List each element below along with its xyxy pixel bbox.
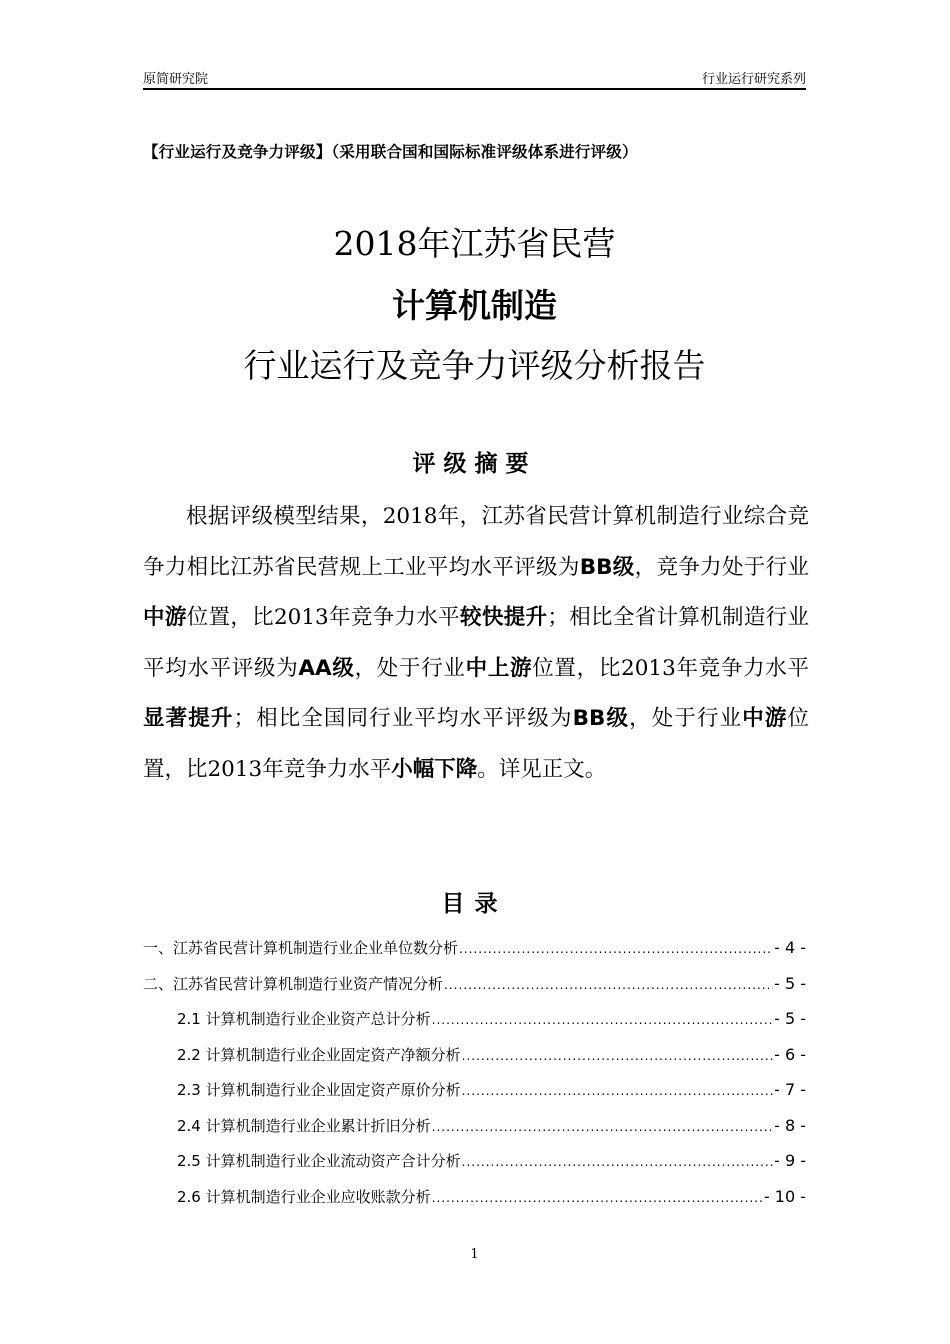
toc-entry-page: - 4 - [774,938,806,957]
table-of-contents [143,937,806,1221]
abstract-text: 。详见正文。 [477,756,607,782]
toc-entry-page: - 5 - [774,1009,806,1028]
title-line-2: 计算机制造 [392,286,557,325]
toc-entry-page: - 6 - [774,1044,806,1064]
abstract-text: 位置，比2013年竞争力水平 [532,655,809,681]
toc-entry[interactable] [143,1186,806,1222]
toc-leader-dots [462,1155,773,1169]
toc-entry-page: - 8 - [774,1115,806,1135]
abstract-text: ，处于行业 [629,706,743,731]
abstract-emphasis: 中游 [143,605,187,630]
abstract-body [143,492,809,795]
header-series-name: 行业运行研究系列 [701,72,806,87]
abstract-emphasis: 中游 [742,706,788,731]
toc-entry[interactable] [143,1150,806,1186]
abstract-emphasis: 较快提升 [460,605,548,630]
abstract-text: 位置，比2013年竞争力水平 [143,706,809,782]
abstract-emphasis: 显著提升 [143,706,234,731]
abstract-text: ；相比全省计算机制造行业平均水平评级为 [143,605,809,681]
toc-entry-label: 2.3 计算机制造行业企业固定资产原价分析 [177,1081,461,1099]
toc-leader-dots [444,978,773,992]
title-line-1: 2018年江苏省民营 [333,224,616,263]
abstract-emphasis: 小幅下降 [391,756,478,782]
page-header [143,66,806,90]
abstract-heading: 评级摘要 [412,451,537,477]
abstract-emphasis: BB级 [579,554,635,580]
abstract-text: ；相比全国同行业平均水平评级为 [233,706,573,731]
title-line-3: 行业运行及竞争力评级分析报告 [243,346,706,385]
abstract-text: 根据评级模型结果，2018年，江苏省民营计算机制造行业综合竞争力相比江苏省民营规上工业平均水平评级为 [143,504,809,580]
abstract-emphasis: AA级 [298,655,355,681]
toc-leader-dots [432,1013,773,1027]
abstract-paragraph [143,492,809,795]
toc-entry-label: 2.4 计算机制造行业企业累计折旧分析 [177,1116,431,1135]
toc-entry-label: 2.5 计算机制造行业企业流动资产合计分析 [177,1152,461,1170]
toc-leader-dots [462,1049,773,1063]
toc-entry-label: 2.2 计算机制造行业企业固定资产净额分析 [177,1045,461,1064]
toc-heading: 目录 [441,891,508,917]
abstract-emphasis: BB级 [572,706,630,731]
toc-entry-page: - 9 - [774,1151,806,1170]
toc-leader-dots [462,1084,773,1098]
toc-leader-dots [459,942,773,956]
report-tagline: 【行业运行及竞争力评级】（采用联合国和国际标准评级体系进行评级） [143,142,638,161]
abstract-text: ，处于行业 [354,655,466,681]
toc-entry-label: 一、江苏省民营计算机制造行业企业单位数分析 [143,939,459,957]
page-number: 1 [470,1247,479,1262]
toc-entry[interactable] [143,1044,806,1080]
toc-entry-page: - 10 - [763,1186,806,1206]
abstract-text: ，竞争力处于行业 [634,554,809,580]
abstract-emphasis: 中上游 [465,655,533,681]
toc-entry[interactable] [143,973,806,1009]
toc-entry[interactable] [143,937,806,973]
toc-entry-page: - 5 - [774,973,806,993]
toc-entry-label: 2.6 计算机制造行业企业应收账款分析 [177,1187,431,1206]
toc-entry-label: 2.1 计算机制造行业企业资产总计分析 [177,1010,431,1028]
header-org-name: 原简研究院 [143,72,209,87]
toc-entry-page: - 7 - [774,1080,806,1099]
toc-entry[interactable] [143,1079,806,1115]
toc-entry-label: 二、江苏省民营计算机制造行业资产情况分析 [143,974,444,993]
abstract-text: 位置，比2013年竞争力水平 [186,605,461,630]
toc-leader-dots [432,1120,773,1134]
toc-entry[interactable] [143,1115,806,1151]
toc-entry[interactable] [143,1008,806,1044]
toc-leader-dots [432,1191,763,1205]
